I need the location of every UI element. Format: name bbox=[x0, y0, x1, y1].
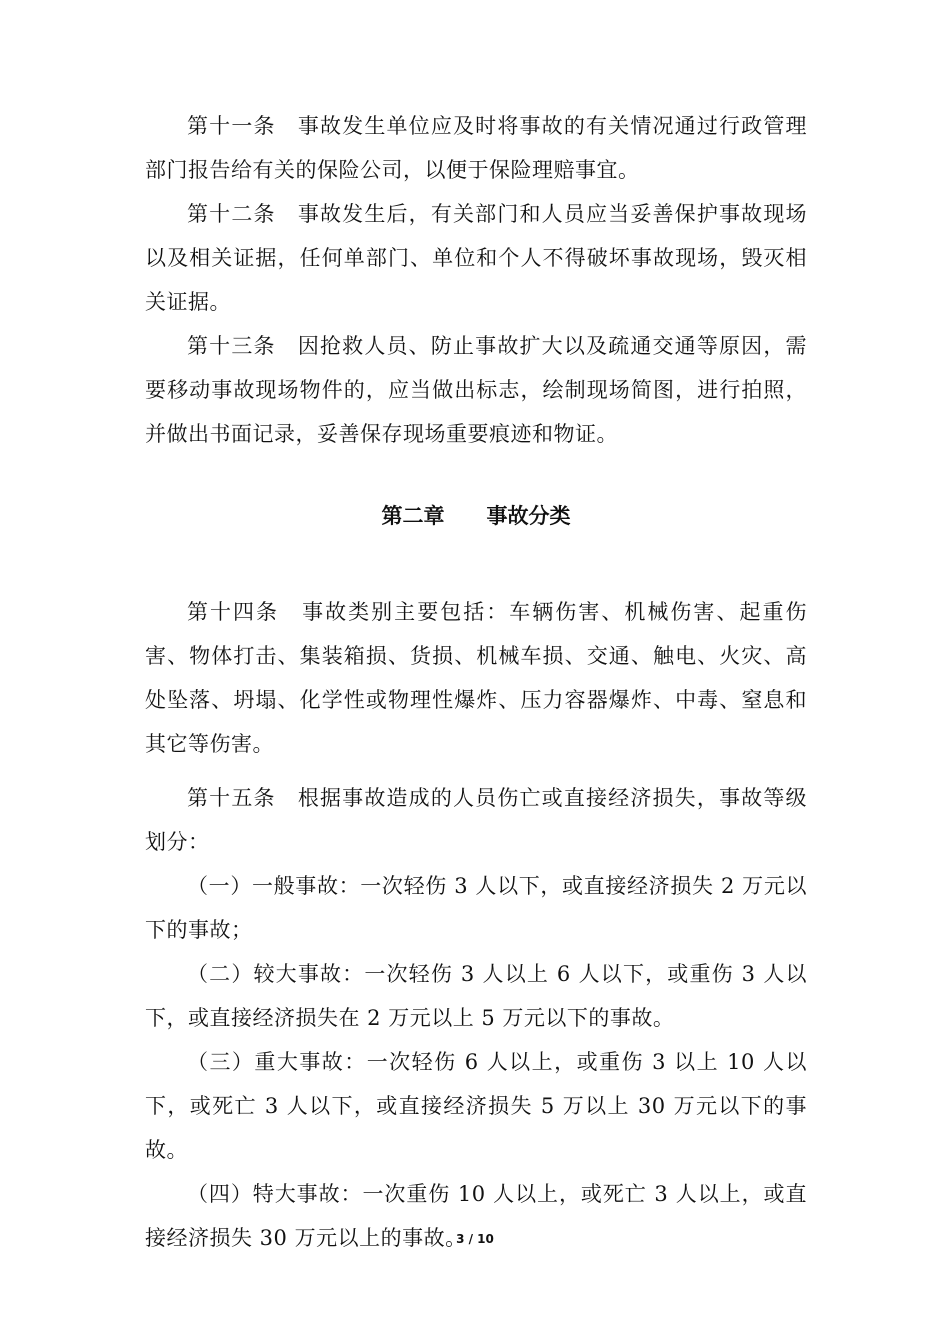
article-11: 第十一条 事故发生单位应及时将事故的有关情况通过行政管理部门报告给有关的保险公司，以便于保险理赔事宜。 bbox=[145, 114, 807, 182]
article-15: 第十五条 根据事故造成的人员伤亡或直接经济损失，事故等级划分： bbox=[145, 786, 807, 854]
article-14: 第十四条 事故类别主要包括：车辆伤害、机械伤害、起重伤害、物体打击、集装箱损、货损、机械车损、交通、触电、火灾、高处坠落、坍塌、化学性或物理性爆炸、压力容器爆炸、中毒、窒息和其它等伤害。 bbox=[145, 600, 807, 756]
chapter-heading: 第二章 事故分类 bbox=[381, 504, 571, 528]
article-12: 第十二条 事故发生后，有关部门和人员应当妥善保护事故现场以及相关证据，任何单部门、单位和个人不得破坏事故现场，毁灭相关证据。 bbox=[145, 202, 807, 314]
document-body bbox=[145, 104, 807, 1260]
grade-item: （三）重大事故：一次轻伤 6 人以上，或重伤 3 以上 10 人以下，或死亡 3 人以下，或直接经济损失 5 万以上 30 万元以下的事故。 bbox=[145, 1050, 807, 1162]
article-13: 第十三条 因抢救人员、防止事故扩大以及疏通交通等原因，需要移动事故现场物件的，应当做出标志，绘制现场简图，进行拍照，并做出书面记录，妥善保存现场重要痕迹和物证。 bbox=[145, 334, 807, 446]
grade-item: （二）较大事故：一次轻伤 3 人以上 6 人以下，或重伤 3 人以下，或直接经济损失在 2 万元以上 5 万元以下的事故。 bbox=[145, 962, 807, 1030]
grade-item: （四）特大事故：一次重伤 10 人以上，或死亡 3 人以上，或直接经济损失 30 万元以上的事故。 bbox=[145, 1182, 807, 1250]
grade-item: （一）一般事故：一次轻伤 3 人以下，或直接经济损失 2 万元以下的事故； bbox=[145, 874, 807, 942]
page-number: 3 / 10 bbox=[456, 1232, 494, 1246]
